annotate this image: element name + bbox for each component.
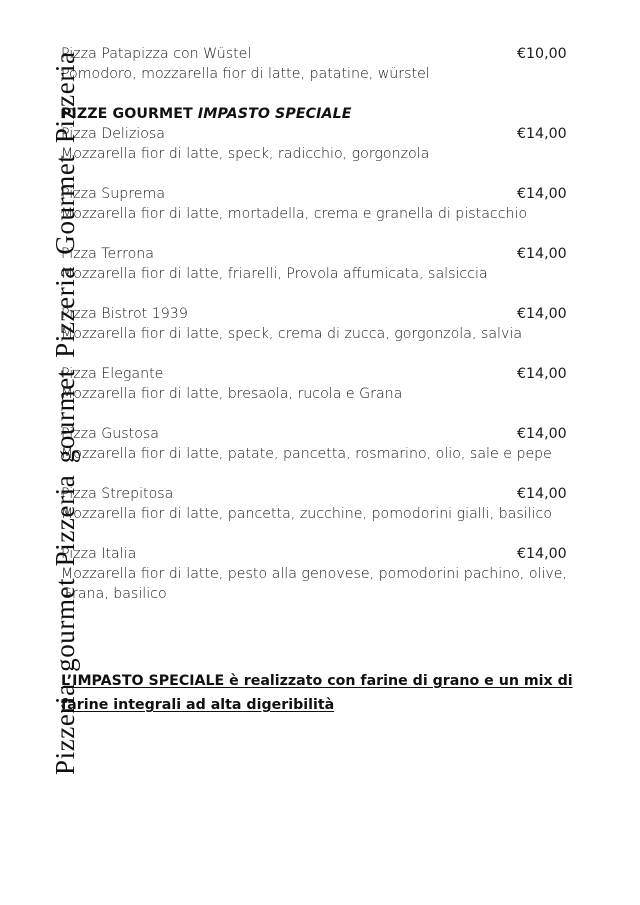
- item-name: Pizza Gustosa: [61, 426, 159, 442]
- impasto-note: L’IMPASTO SPECIALE è realizzato con farine di grano e un mix di farine integrali ad alta digeribilità: [61, 673, 573, 713]
- item-description: Mozzarella fior di latte, patate, pancetta, rosmarino, olio, sale e pepe: [61, 446, 552, 462]
- section-heading: [61, 104, 581, 124]
- item-description: Mozzarella fior di latte, speck, radicchio, gorgonzola: [61, 146, 430, 162]
- item-price: €14,00: [517, 306, 567, 322]
- item-name: Pizza Strepitosa: [61, 486, 174, 502]
- item-price: €14,00: [517, 426, 567, 442]
- menu-item-italia: [61, 544, 581, 604]
- item-name: Pizza Patapizza con Wüstel: [61, 46, 252, 62]
- section-title-italic: IMPASTO SPECIALE: [197, 106, 352, 122]
- item-price: €14,00: [517, 246, 567, 262]
- menu-item-strepitosa: [61, 484, 581, 524]
- item-description: Pomodoro, mozzarella fior di latte, patatine, würstel: [61, 66, 430, 82]
- menu-item-patapizza: [61, 44, 581, 84]
- item-price: €14,00: [517, 126, 567, 142]
- menu-item-elegante: [61, 364, 581, 404]
- menu-item-bistrot: [61, 304, 581, 344]
- item-description: Mozzarella fior di latte, friarelli, Provola affumicata, salsiccia: [61, 266, 488, 282]
- menu-item-gustosa: [61, 424, 581, 464]
- item-description: Mozzarella fior di latte, mortadella, crema e granella di pistacchio: [61, 206, 528, 222]
- item-price: €14,00: [517, 186, 567, 202]
- item-price: €10,00: [517, 46, 567, 62]
- menu-item-suprema: [61, 184, 581, 224]
- menu-item-terrona: [61, 244, 581, 284]
- menu-list: [61, 44, 581, 604]
- item-description: Mozzarella fior di latte, bresaola, rucola e Grana: [61, 386, 403, 402]
- item-description: Mozzarella fior di latte, pancetta, zucchine, pomodorini gialli, basilico: [61, 506, 553, 522]
- item-name: Pizza Terrona: [61, 246, 154, 262]
- item-name: Pizza Suprema: [61, 186, 166, 202]
- item-price: €14,00: [517, 546, 567, 562]
- item-price: €14,00: [517, 486, 567, 502]
- item-price: €14,00: [517, 366, 567, 382]
- menu-item-deliziosa: [61, 124, 581, 164]
- item-description: Mozzarella fior di latte, speck, crema di zucca, gorgonzola, salvia: [61, 326, 523, 342]
- side-banner-text: Pizzeria gourmet Pizzeria gourmet Pizzeria Gourmet Pizzeria: [50, 51, 80, 775]
- item-description: Mozzarella fior di latte, pesto alla genovese, pomodorini pachino, olive, Grana, basilico: [61, 566, 568, 602]
- section-title-main: PIZZE GOURMET: [61, 106, 193, 122]
- item-name: Pizza Deliziosa: [61, 126, 165, 142]
- item-name: Pizza Elegante: [61, 366, 164, 382]
- item-name: Pizza Bistrot 1939: [61, 306, 188, 322]
- item-name: Pizza Italia: [61, 546, 137, 562]
